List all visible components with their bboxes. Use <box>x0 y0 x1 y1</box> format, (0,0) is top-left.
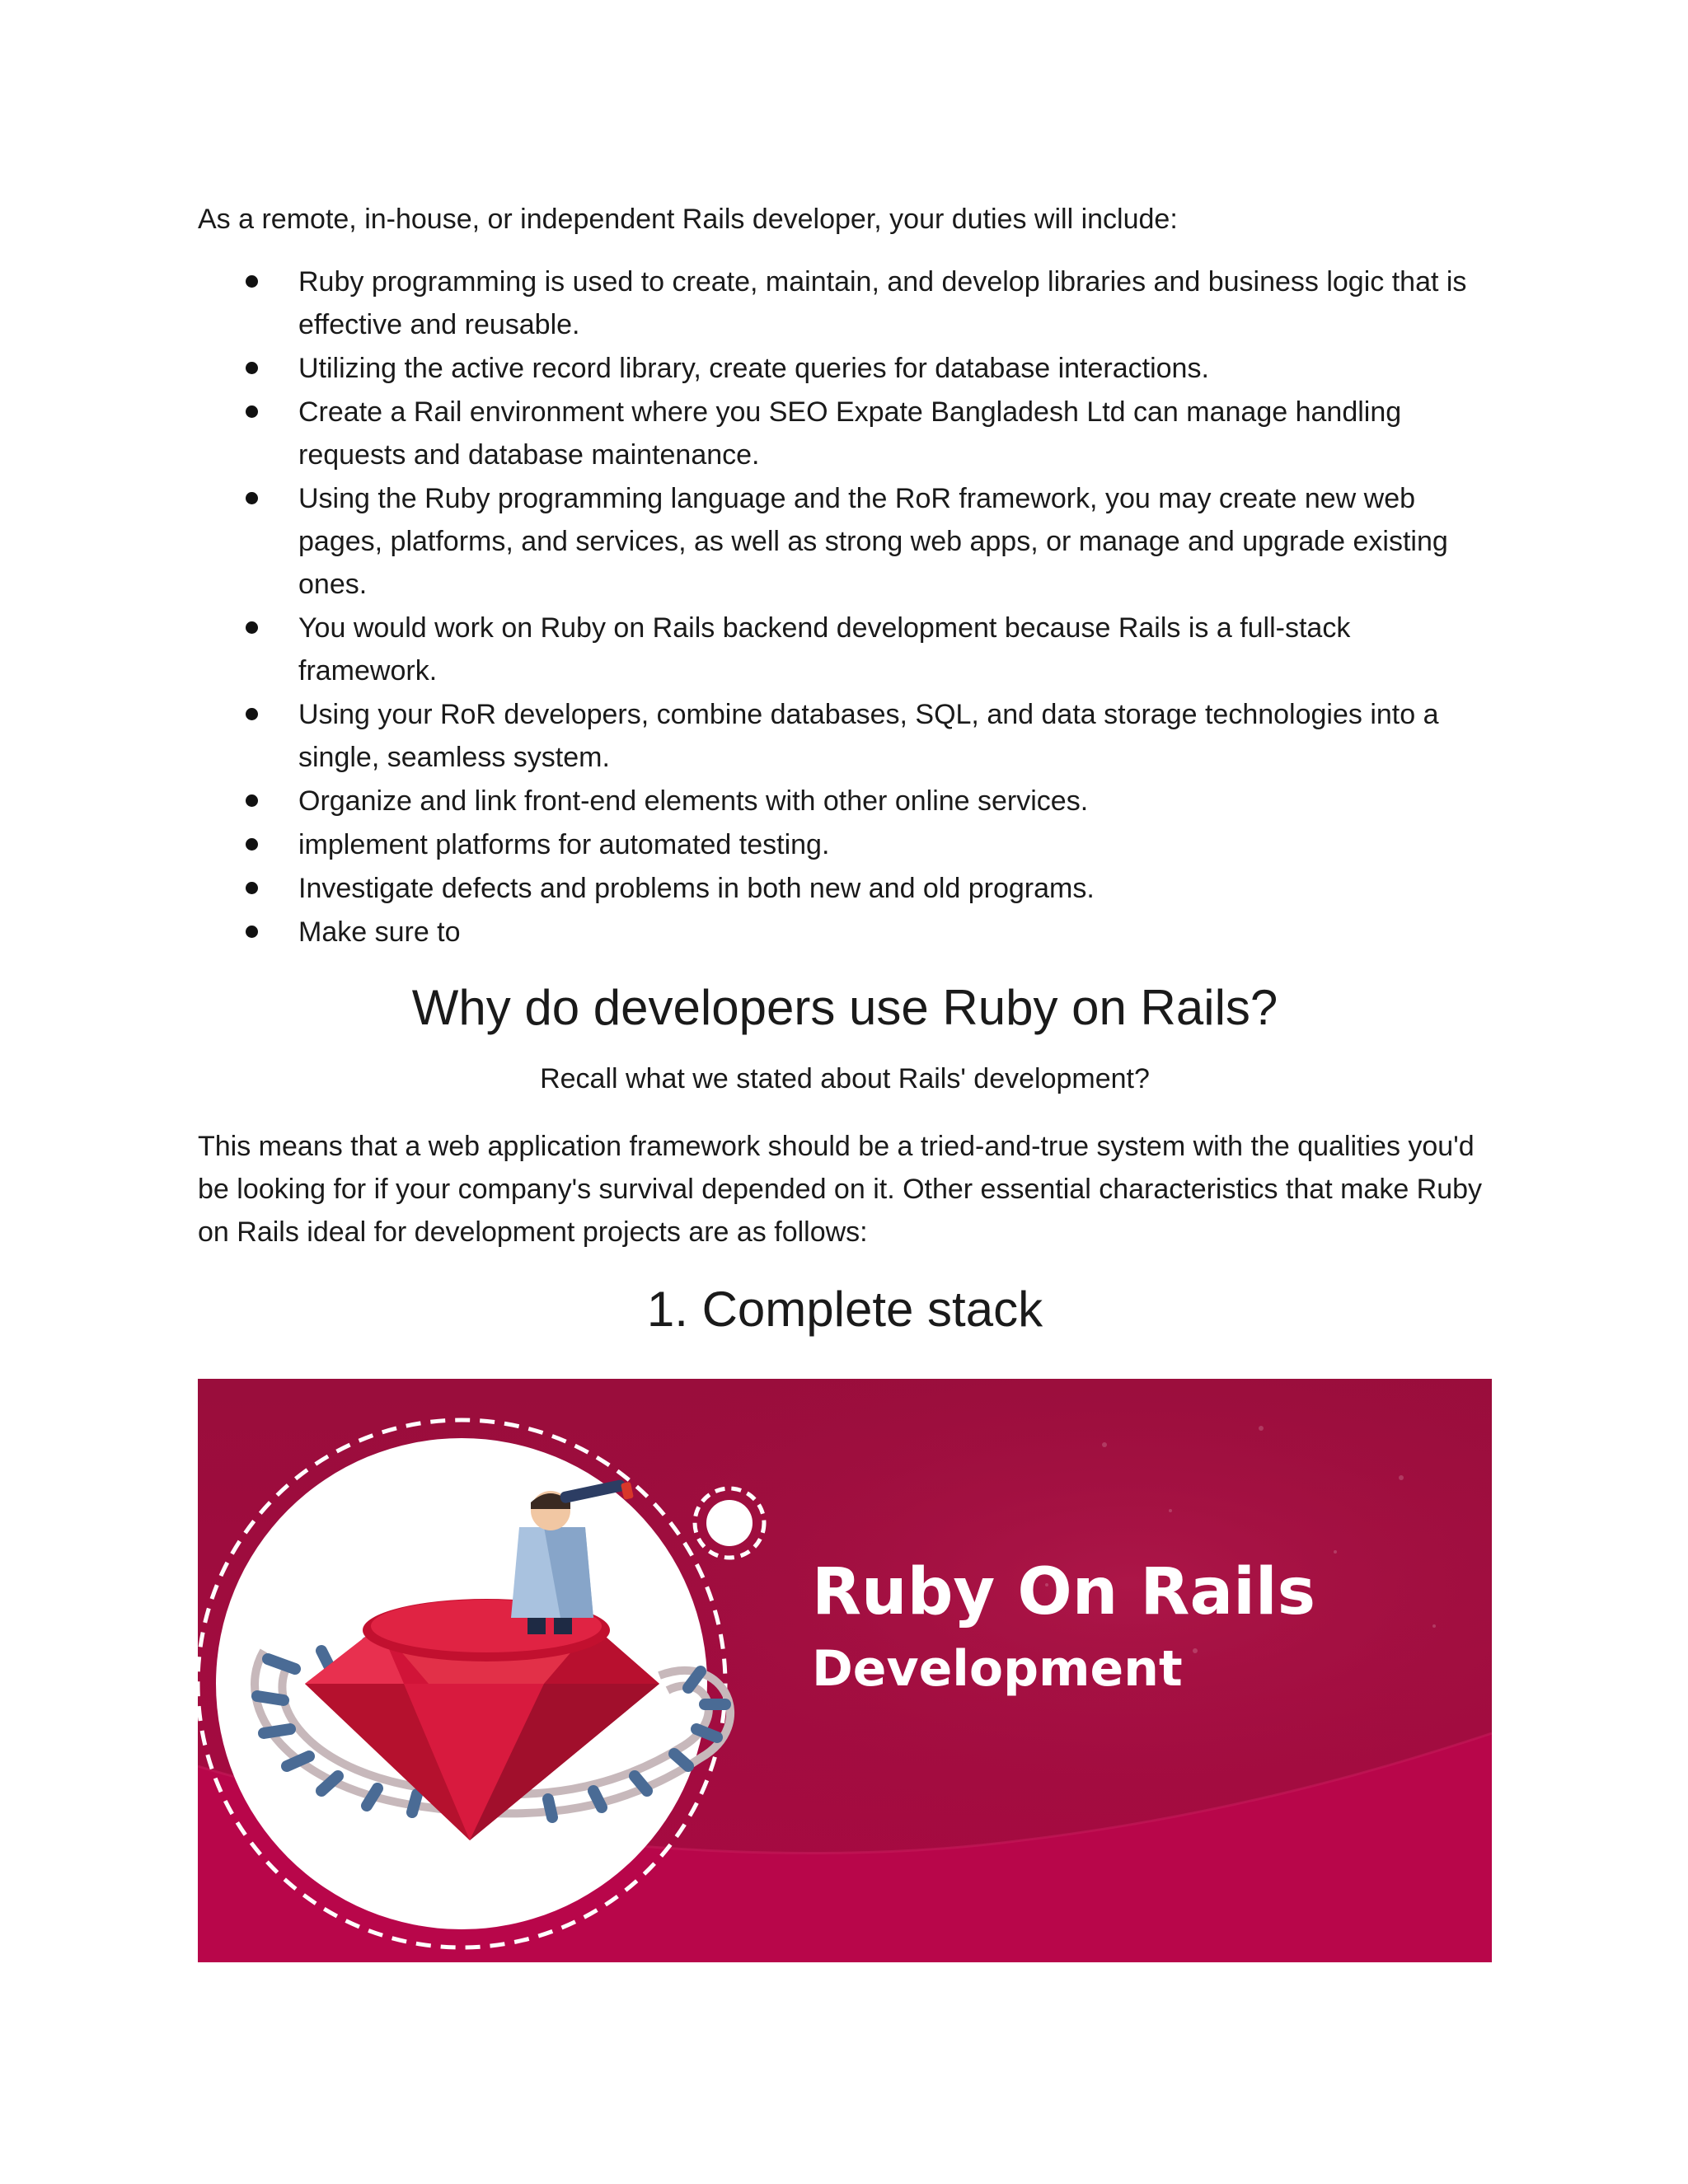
list-item-text: Using your RoR developers, combine databases, SQL, and data storage technologies into a single, seamless system. <box>298 699 1439 773</box>
bullet-icon <box>246 838 258 851</box>
list-item-text: Utilizing the active record library, create queries for database interactions. <box>298 353 1209 384</box>
list-item <box>198 607 1492 692</box>
list-item-text: Ruby programming is used to create, maintain, and develop libraries and business logic that is effective and reusable. <box>298 266 1467 340</box>
banner-title-line1: Ruby On Rails <box>812 1555 1316 1629</box>
list-item <box>198 260 1492 346</box>
list-item <box>198 477 1492 606</box>
banner-image <box>198 1379 1492 1962</box>
bullet-icon <box>246 492 258 504</box>
small-white-circle <box>706 1500 753 1546</box>
bullet-icon <box>246 621 258 634</box>
list-item <box>198 911 1492 954</box>
recall-text: Recall what we stated about Rails' development? <box>540 1063 1150 1094</box>
duties-list <box>198 260 1492 954</box>
intro-text: As a remote, in-house, or independent Rails developer, your duties will include: <box>198 204 1178 235</box>
banner-illustration <box>198 1379 1492 1962</box>
section-heading: Why do developers use Ruby on Rails? <box>411 980 1278 1035</box>
banner-title-line2: Development <box>812 1640 1183 1698</box>
list-item-text: implement platforms for automated testing. <box>298 829 830 860</box>
list-item <box>198 391 1492 476</box>
bullet-icon <box>246 362 258 374</box>
list-item-text: Investigate defects and problems in both new and old programs. <box>298 873 1095 904</box>
list-item-text: Using the Ruby programming language and the RoR framework, you may create new web pages, platforms, and services, as well as strong web apps, or manage and upgrade existing ones. <box>298 483 1448 600</box>
body-paragraph: This means that a web application framework should be a tried-and-true system with the qualities you'd be looking for if your company's survival depended on it. Other essential characteristics that make Ruby on Rails ideal for development projects are as follows: <box>198 1131 1483 1248</box>
list-item <box>198 347 1492 390</box>
bullet-icon <box>246 708 258 720</box>
list-item <box>198 823 1492 866</box>
bullet-icon <box>246 882 258 894</box>
bullet-icon <box>246 794 258 807</box>
list-item <box>198 867 1492 910</box>
list-item <box>198 693 1492 779</box>
bullet-icon <box>246 926 258 938</box>
list-item-text: Create a Rail environment where you SEO Expate Bangladesh Ltd can manage handling requests and database maintenance. <box>298 396 1402 471</box>
bullet-icon <box>246 405 258 418</box>
document-page <box>198 198 1492 1962</box>
list-item-text: Organize and link front-end elements with other online services. <box>298 785 1089 817</box>
list-item-text: You would work on Ruby on Rails backend development because Rails is a full-stack framework. <box>298 612 1351 687</box>
list-item-text: Make sure to <box>298 916 461 948</box>
list-item <box>198 780 1492 823</box>
bullet-icon <box>246 275 258 288</box>
sub-heading: 1. Complete stack <box>646 1282 1043 1337</box>
